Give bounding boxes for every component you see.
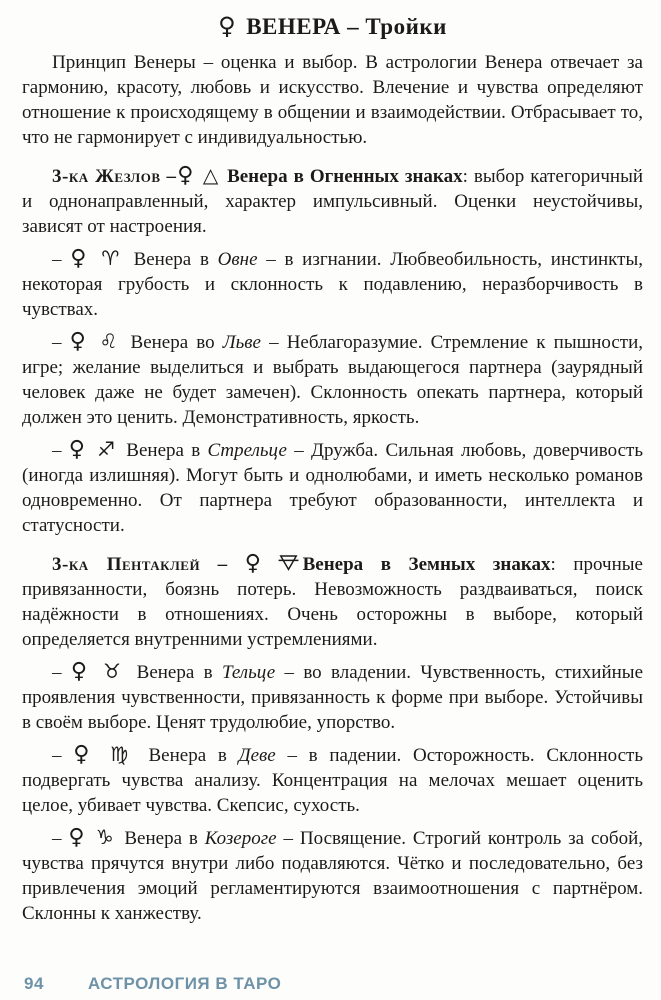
page-title — [22, 12, 643, 40]
capricorn-icon: ♑ — [95, 825, 125, 849]
body-paragraph: – ♀ ♌ Венера во Льве – Неблагоразумие. Стремление к пышности, игре; желание выделиться и выбрать выдающегося партнера (заурядный человек даже не будет замечен). Склонность опекать партнера, который должен это ценить. Демонстративность, яркость. — [22, 329, 644, 428]
leo-icon: ♌ — [99, 329, 131, 353]
body-paragraph: – ♀ ♐ Венера в Стрельце – Дружба. Сильная любовь, доверчивость (иногда излишняя). Могут быть и однолюбами, и иметь несколько романов одновременно. От партнера требуют образованности, интеллекта и статусности. — [22, 437, 643, 536]
venus-icon: ♀ — [218, 12, 237, 40]
body-paragraph: – ♀ ♈ Венера в Овне – в изгнании. Любвеобильность, инстинкты, некоторая грубость и склонность к подавлению, неразборчивость в чувствах. — [22, 246, 643, 320]
page-footer — [24, 974, 639, 994]
taurus-icon: ♉ — [103, 659, 137, 683]
running-book-title: АСТРОЛОГИЯ В ТАРО — [87, 974, 282, 993]
fire-triangle-icon: △ — [202, 163, 228, 187]
sagittarius-icon: ♐ — [96, 437, 127, 461]
venus-icon: ♀ — [73, 742, 111, 767]
earth-triangle-icon — [278, 553, 299, 572]
venus-icon: ♀ — [70, 659, 104, 684]
virgo-icon: ♍ — [110, 742, 149, 766]
venus-icon: ♀ — [68, 437, 97, 462]
page-title-text: ВЕНЕРА – Тройки — [246, 14, 447, 39]
section-heading-paragraph: 3-ка Пентаклей – ♀ Венера в Земных знаках: прочные привязанности, боязнь потерь. Невозможность раздваиваться, поиск надёжности в отношениях. Очень осторожны в выборе, который определяется внутренними устремлениями. — [22, 551, 643, 650]
venus-icon: ♀ — [70, 246, 102, 271]
venus-icon: ♀ — [68, 825, 96, 850]
body-paragraph: – ♀ ♑ Венера в Козероге – Посвящение. Строгий контроль за собой, чувства прячутся внутри либо подавляются. Чётко и последовательно, без привлечения эмоций регламентируются взаимоотношения с партнёром. Склонны к ханжеству. — [22, 825, 644, 924]
aries-icon: ♈ — [101, 246, 134, 270]
body-paragraph: – ♀ ♉ Венера в Тельце – во владении. Чувственность, стихийные проявления чувственности, привязанность к форме при выборе. Устойчивы в своём выборе. Ценят трудолюбие, упорство. — [22, 659, 644, 733]
text-body — [22, 50, 643, 926]
venus-icon: ♀ — [176, 163, 203, 188]
section-heading-paragraph: 3-ка Жезлов –♀ △ Венера в Огненных знаках: выбор категоричный и однонаправленный, характер импульсивный. Оценки неустойчивы, зависят от настроения. — [22, 163, 644, 237]
venus-icon: ♀ — [244, 551, 274, 576]
body-paragraph: Принцип Венеры – оценка и выбор. В астрологии Венера отвечает за гармонию, красоту, любовь и искусство. Влечение и чувства определяют отношение к происходящему в общении и взаимодействии. Отбрасывает то, что не гармонирует с индивидуальностью. — [22, 52, 643, 148]
venus-icon: ♀ — [69, 329, 100, 354]
body-paragraph: – ♀ ♍ Венера в Деве – в падении. Осторожность. Склонность подвергать чувства анализу. Концентрация на мелочах мешает оценить целое, убивает чувства. Скепсис, сухость. — [22, 742, 643, 816]
page-number: 94 — [24, 974, 44, 993]
